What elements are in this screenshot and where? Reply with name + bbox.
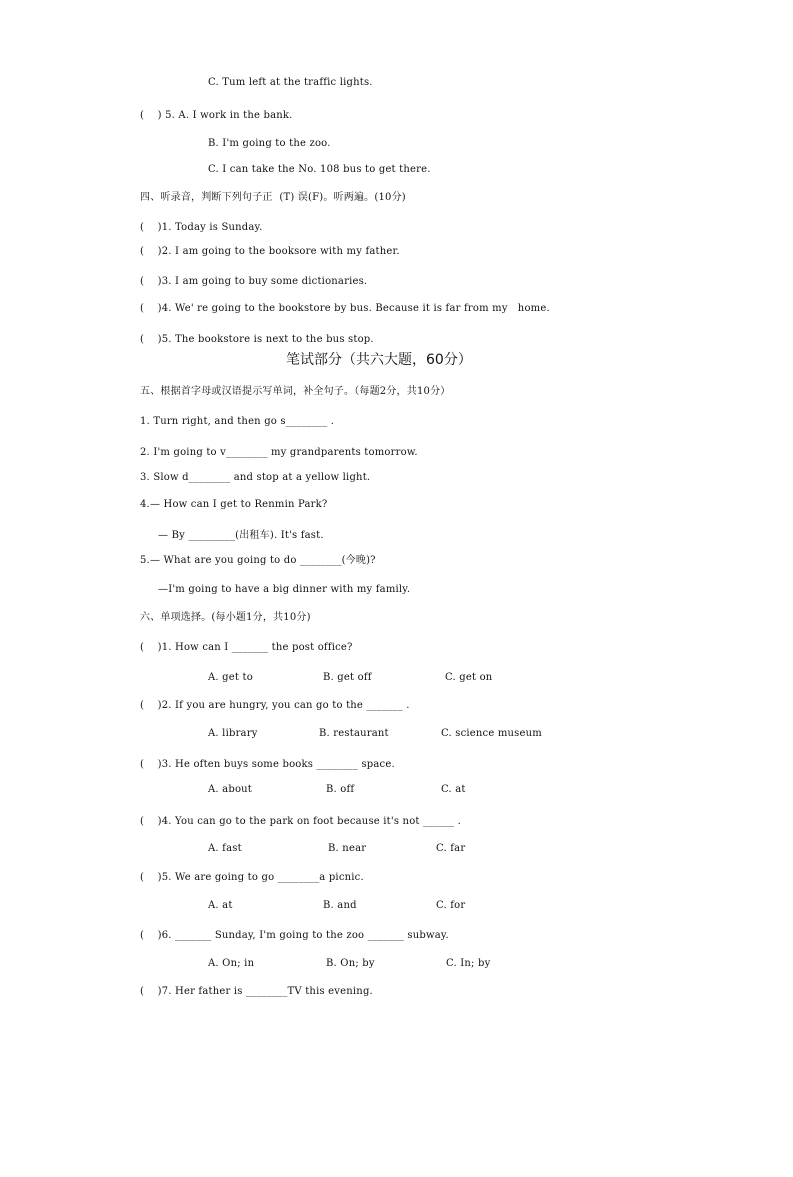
- section6-q4-stem: ( )4. You can go to the park on foot because it's not ______ .: [140, 816, 461, 827]
- listening-q5-option-b: B. I'm going to the zoo.: [208, 138, 331, 149]
- section6-q7-stem: ( )7. Her father is ________TV this evening.: [140, 986, 373, 997]
- listening-q5-option-c: C. I can take the No. 108 bus to get there.: [208, 164, 431, 175]
- section6-q4-option-a: A. fast: [208, 843, 242, 854]
- listening-q5-stem: ( ) 5. A. I work in the bank.: [140, 110, 293, 121]
- section4-item-4: ( )4. We' re going to the bookstore by bus. Because it is far from my home.: [140, 303, 550, 314]
- section6-q2-option-c: C. science museum: [441, 728, 542, 739]
- section5-q1: 1. Turn right, and then go s________ .: [140, 416, 335, 427]
- section5-q4: 4.— How can I get to Renmin Park?: [140, 499, 328, 510]
- section6-header: 六、单项选择。(每小题1分，共10分): [140, 612, 311, 623]
- section5-q5-answer: —I'm going to have a big dinner with my family.: [158, 584, 411, 595]
- section6-q5-option-b: B. and: [323, 900, 357, 911]
- section4-header: 四、听录音，判断下列句子正 (T) 误(F)。听两遍。(10分): [140, 192, 406, 203]
- section6-q5-stem: ( )5. We are going to go ________a picnic.: [140, 872, 364, 883]
- section4-item-5: ( )5. The bookstore is next to the bus stop.: [140, 334, 374, 345]
- section6-q6-option-a: A. On; in: [208, 958, 255, 969]
- section6-q4-option-c: C. far: [436, 843, 466, 854]
- section5-q2: 2. I'm going to v________ my grandparents tomorrow.: [140, 447, 418, 458]
- section6-q5-option-c: C. for: [436, 900, 466, 911]
- section5-q3: 3. Slow d________ and stop at a yellow light.: [140, 472, 371, 483]
- section6-q1-option-b: B. get off: [323, 672, 372, 683]
- section6-q6-option-b: B. On; by: [326, 958, 375, 969]
- section6-q3-option-a: A. about: [208, 784, 253, 795]
- section6-q1-stem: ( )1. How can I _______ the post office?: [140, 642, 353, 653]
- section6-q3-option-b: B. off: [326, 784, 355, 795]
- section6-q2-option-b: B. restaurant: [319, 728, 389, 739]
- listening-q4-option-c: C. Tum left at the traffic lights.: [208, 77, 373, 88]
- section6-q5-option-a: A. at: [208, 900, 233, 911]
- section6-q1-option-a: A. get to: [208, 672, 253, 683]
- section6-q2-stem: ( )2. If you are hungry, you can go to the _______ .: [140, 700, 410, 711]
- section6-q3-stem: ( )3. He often buys some books ________ space.: [140, 759, 395, 770]
- section6-q3-option-c: C. at: [441, 784, 466, 795]
- section4-item-1: ( )1. Today is Sunday.: [140, 222, 263, 233]
- section6-q6-option-c: C. In; by: [446, 958, 491, 969]
- section6-q1-option-c: C. get on: [445, 672, 493, 683]
- section6-q2-option-a: A. library: [208, 728, 258, 739]
- section4-item-2: ( )2. I am going to the booksore with my father.: [140, 246, 400, 257]
- written-part-title: 笔试部分（共六大题，60分）: [286, 352, 472, 368]
- section5-q5: 5.— What are you going to do ________(今晚)?: [140, 555, 376, 566]
- section5-header: 五、根据首字母或汉语提示写单词，补全句子。（每题2分，共10分）: [140, 386, 451, 397]
- section4-item-3: ( )3. I am going to buy some dictionaries.: [140, 276, 368, 287]
- section6-q6-stem: ( )6. _______ Sunday, I'm going to the zoo _______ subway.: [140, 930, 449, 941]
- section6-q4-option-b: B. near: [328, 843, 367, 854]
- section5-q4-answer: — By _________(出租车). It's fast.: [158, 530, 324, 541]
